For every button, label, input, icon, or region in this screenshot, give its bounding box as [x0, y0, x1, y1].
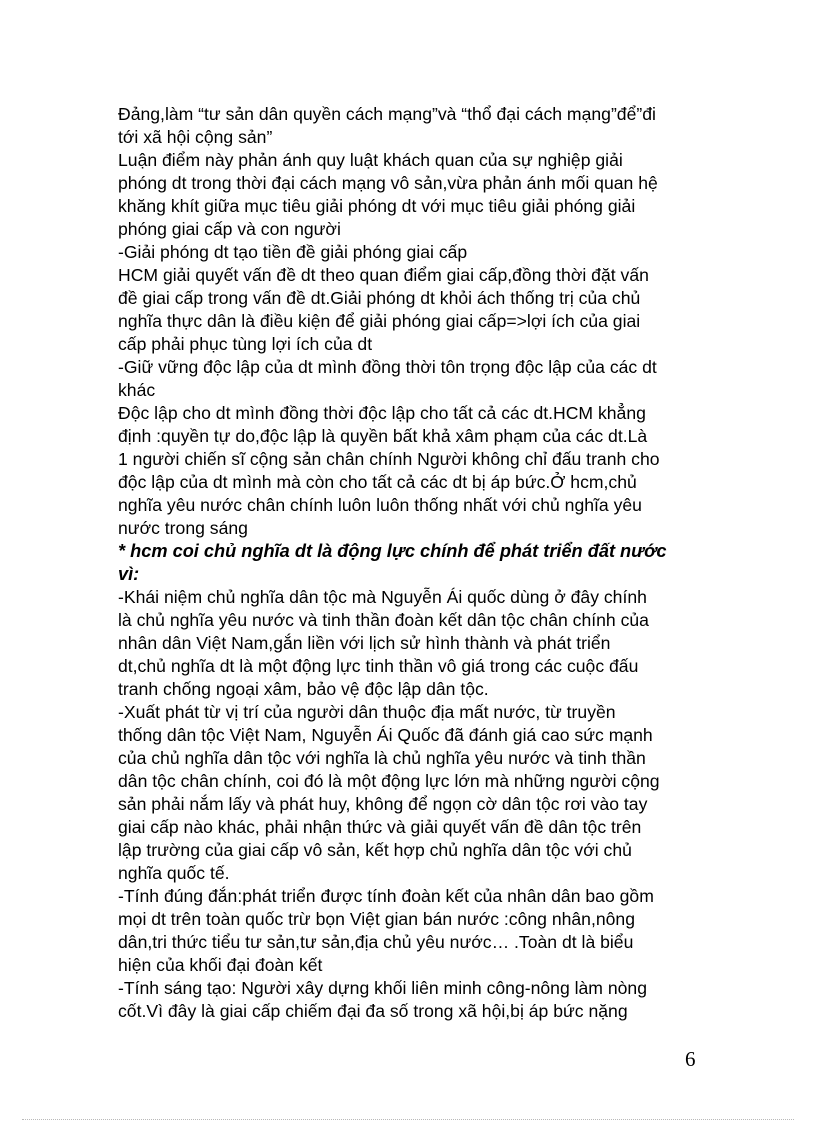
text-line: đề giai cấp trong vấn đề dt.Giải phóng dt khỏi ách thống trị của chủ: [118, 288, 641, 308]
text-line: 1 người chiến sĩ cộng sản chân chính Người không chỉ đấu tranh cho: [118, 449, 660, 469]
text-line: -Tính đúng đắn:phát triển được tính đoàn kết của nhân dân bao gồm: [118, 886, 654, 906]
text-line: khác: [118, 380, 156, 400]
text-line: thống dân tộc Việt Nam, Nguyễn Ái Quốc đã đánh giá cao sức mạnh: [118, 725, 653, 745]
text-line: hiện của khối đại đoàn kết: [118, 955, 323, 975]
body-text: [118, 103, 708, 1023]
text-line: -Khái niệm chủ nghĩa dân tộc mà Nguyễn Ái quốc dùng ở đây chính: [118, 587, 647, 607]
text-line: tới xã hội cộng sản”: [118, 127, 273, 147]
section-heading: * hcm coi chủ nghĩa dt là động lực chính để phát triển đất nước: [118, 541, 667, 561]
text-line: của chủ nghĩa dân tộc với nghĩa là chủ nghĩa yêu nước và tinh thần: [118, 748, 646, 768]
section-heading: vì:: [118, 564, 140, 584]
text-line: mọi dt trên toàn quốc trừ bọn Việt gian bán nước :công nhân,nông: [118, 909, 635, 929]
text-line: nhân dân Việt Nam,gắn liền với lịch sử hình thành và phát triển: [118, 633, 611, 653]
text-line: nghĩa yêu nước chân chính luôn luôn thống nhất với chủ nghĩa yêu: [118, 495, 642, 515]
text-line: Đảng,làm “tư sản dân quyền cách mạng”và “thổ đại cách mạng”để”đi: [118, 104, 656, 124]
text-line: khăng khít giữa mục tiêu giải phóng dt với mục tiêu giải phóng giải: [118, 196, 636, 216]
text-line: sản phải nắm lấy và phát huy, không để ngọn cờ dân tộc rơi vào tay: [118, 794, 648, 814]
text-line: dân tộc chân chính, coi đó là một động lực lớn mà những người cộng: [118, 771, 660, 791]
text-line: định :quyền tự do,độc lập là quyền bất khả xâm phạm của các dt.Là: [118, 426, 648, 446]
text-line: lập trường của giai cấp vô sản, kết hợp chủ nghĩa dân tộc với chủ: [118, 840, 632, 860]
text-line: nghĩa thực dân là điều kiện để giải phóng giai cấp=>lợi ích của giai: [118, 311, 641, 331]
page-number: 6: [685, 1047, 696, 1071]
text-line: HCM giải quyết vấn đề dt theo quan điểm giai cấp,đồng thời đặt vấn: [118, 265, 649, 285]
text-line: là chủ nghĩa yêu nước và tinh thần đoàn kết dân tộc chân chính của: [118, 610, 649, 630]
text-line: Độc lập cho dt mình đồng thời độc lập cho tất cả các dt.HCM khẳng: [118, 403, 646, 423]
text-line: -Giải phóng dt tạo tiền đề giải phóng giai cấp: [118, 242, 468, 262]
text-line: -Xuất phát từ vị trí của người dân thuộc địa mất nước, từ truyền: [118, 702, 616, 722]
text-line: cốt.Vì đây là giai cấp chiếm đại đa số trong xã hội,bị áp bức nặng: [118, 1001, 628, 1021]
text-line: tranh chống ngoại xâm, bảo vệ độc lập dân tộc.: [118, 679, 489, 699]
text-line: -Tính sáng tạo: Người xây dựng khối liên minh công-nông làm nòng: [118, 978, 647, 998]
text-line: phóng giai cấp và con người: [118, 219, 341, 239]
text-line: cấp phải phục tùng lợi ích của dt: [118, 334, 373, 354]
text-line: phóng dt trong thời đại cách mạng vô sản,vừa phản ánh mối quan hệ: [118, 173, 658, 193]
text-line: -Giữ vững độc lập của dt mình đồng thời tôn trọng độc lập của các dt: [118, 357, 657, 377]
text-line: độc lập của dt mình mà còn cho tất cả các dt bị áp bức.Ở hcm,chủ: [118, 472, 637, 492]
text-line: giai cấp nào khác, phải nhận thức và giải quyết vấn đề dân tộc trên: [118, 817, 642, 837]
page-bottom-divider: [22, 1119, 794, 1120]
text-line: Luận điểm này phản ánh quy luật khách quan của sự nghiệp giải: [118, 150, 623, 170]
text-line: nghĩa quốc tế.: [118, 863, 230, 883]
text-line: nước trong sáng: [118, 518, 248, 538]
text-line: dân,tri thức tiểu tư sản,tư sản,địa chủ yêu nước… .Toàn dt là biểu: [118, 932, 634, 952]
text-line: dt,chủ nghĩa dt là một động lực tinh thần vô giá trong các cuộc đấu: [118, 656, 639, 676]
